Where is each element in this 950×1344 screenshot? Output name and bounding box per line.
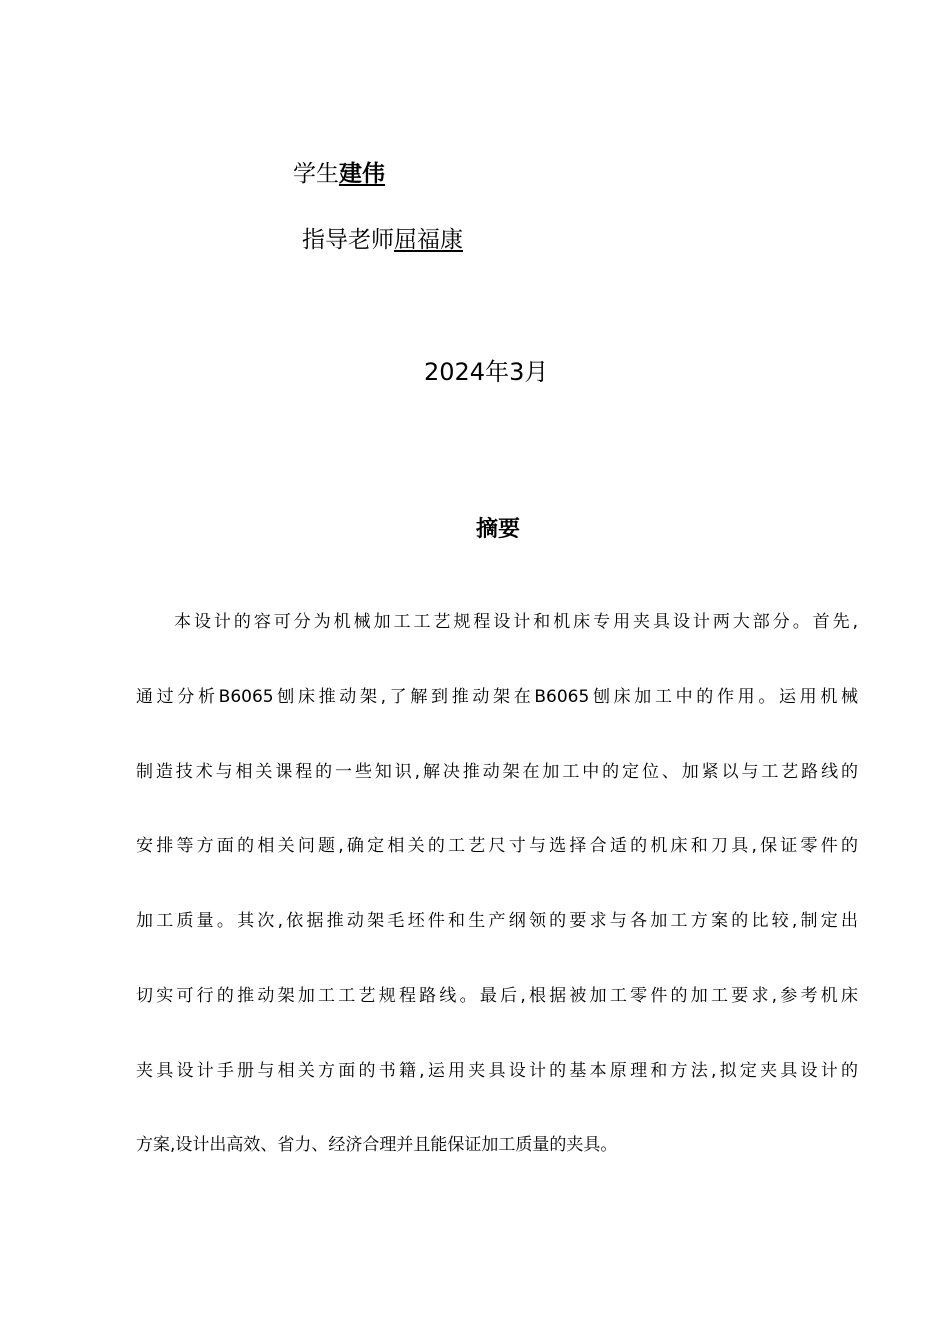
abstract-line: 加工质量。其次,依据推动架毛坯件和生产纲领的要求与各加工方案的比较,制定出 [136, 911, 858, 931]
advisor-line [302, 224, 463, 256]
abstract-line: 通过分析B6065刨床推动架,了解到推动架在B6065刨床加工中的作用。运用机械 [136, 687, 858, 707]
abstract-line: 夹具设计手册与相关方面的书籍,运用夹具设计的基本原理和方法,拟定夹具设计的 [136, 1061, 858, 1081]
student-line [293, 158, 385, 190]
abstract-line: 制造技术与相关课程的一些知识,解决推动架在加工中的定位、加紧以与工艺路线的 [136, 762, 858, 782]
abstract-line: 安排等方面的相关问题,确定相关的工艺尺寸与选择合适的机床和刀具,保证零件的 [136, 836, 858, 856]
date: 2024年3月 [424, 358, 549, 386]
advisor-label: 指导老师 [302, 227, 394, 253]
student-name: 建伟 [339, 161, 385, 187]
advisor-name: 屈福康 [394, 227, 463, 253]
abstract-title: 摘要 [475, 517, 520, 542]
student-label: 学生 [293, 161, 339, 187]
abstract-line: 本设计的容可分为机械加工工艺规程设计和机床专用夹具设计两大部分。首先, [174, 612, 858, 632]
abstract-line: 切实可行的推动架加工工艺规程路线。最后,根据被加工零件的加工要求,参考机床 [136, 986, 858, 1006]
abstract-line: 方案,设计出高效、省力、经济合理并且能保证加工质量的夹具。 [136, 1135, 618, 1155]
